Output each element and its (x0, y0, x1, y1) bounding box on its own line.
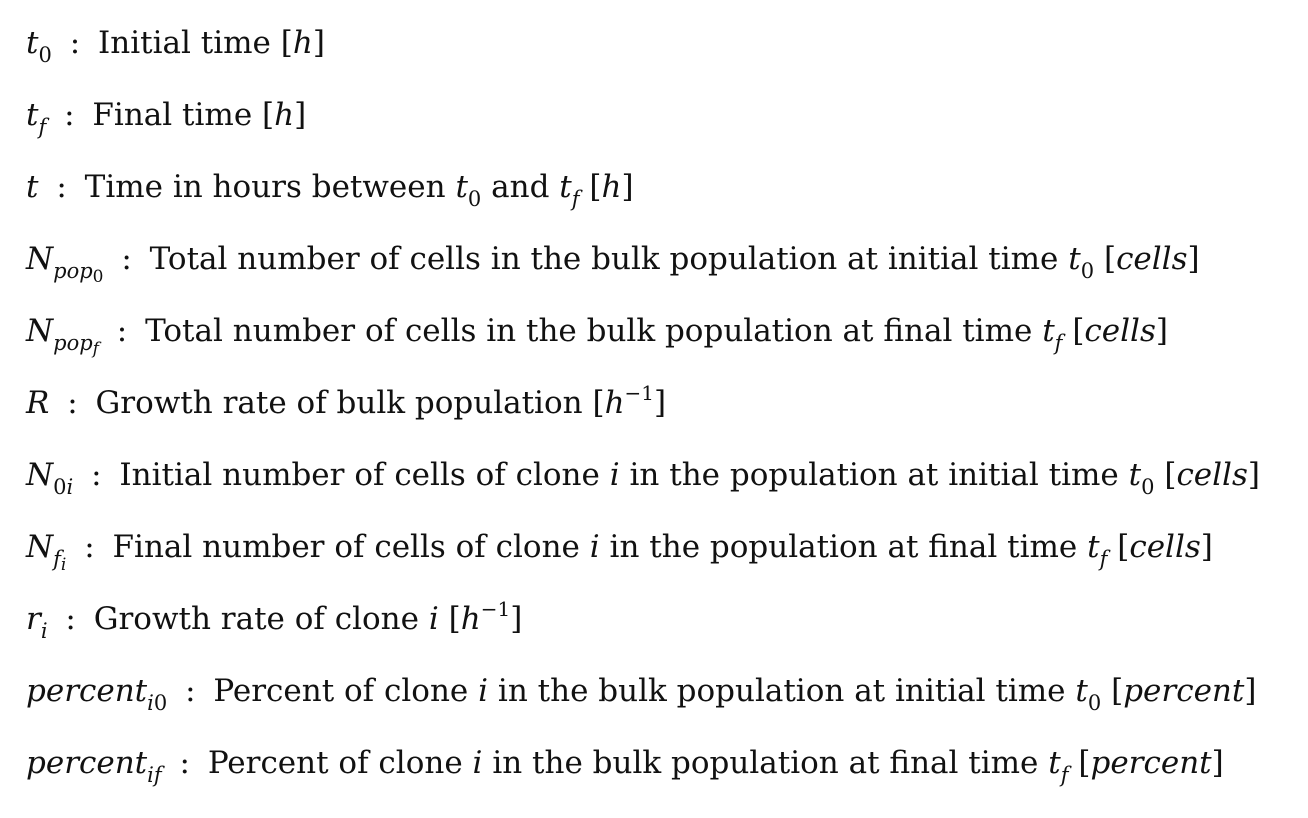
unit-close-bracket: ] (1187, 241, 1200, 277)
separator: : (74, 529, 95, 565)
separator: : (54, 97, 75, 133)
unit-open-bracket: [ (592, 385, 605, 421)
unit-open-bracket: [ (1117, 529, 1130, 565)
unit-exponent: −1 (624, 381, 655, 405)
definition-ri (26, 594, 522, 644)
ref-subscript: 0 (1087, 691, 1102, 715)
separator: : (81, 457, 102, 493)
separator: : (57, 385, 78, 421)
unit-open-bracket: [ (280, 25, 293, 61)
symbol-subscript: i (147, 763, 154, 787)
unit: cells (1129, 529, 1201, 565)
unit-open-bracket: [ (1111, 673, 1124, 709)
description-part2: in the bulk population at final time (492, 745, 1039, 781)
unit: cells (1084, 313, 1156, 349)
separator: : (46, 169, 67, 205)
description-part2: in the bulk population at initial time (497, 673, 1066, 709)
unit-open-bracket: [ (262, 97, 275, 133)
ref-subscript: 0 (467, 187, 482, 211)
unit: percent (1123, 673, 1245, 709)
unit-close-bracket: ] (312, 25, 325, 61)
definition-tf (26, 90, 306, 140)
description-part2: in the population at initial time (629, 457, 1119, 493)
unit-open-bracket: [ (589, 169, 602, 205)
separator: : (55, 601, 76, 637)
symbol: r (26, 601, 41, 637)
separator: : (175, 673, 196, 709)
symbol-subsubscript: 0 (92, 267, 104, 287)
unit-close-bracket: ] (654, 385, 667, 421)
description: Total number of cells in the bulk population at initial time (149, 241, 1059, 277)
unit-exponent: −1 (480, 597, 511, 621)
ref-subscript: f (1060, 763, 1069, 787)
separator: : (169, 745, 190, 781)
clone-symbol: i (472, 745, 483, 781)
description: Growth rate of bulk population (95, 385, 583, 421)
symbol-subscript: pop (53, 331, 93, 355)
symbol: t (26, 25, 39, 61)
unit: h (274, 97, 295, 133)
description-part1: Growth rate of clone (93, 601, 419, 637)
unit-base: h (460, 601, 481, 637)
definition-n0i (26, 450, 1260, 500)
unit-base: h (604, 385, 625, 421)
definition-npop0 (26, 234, 1200, 287)
symbol: percent (26, 745, 148, 781)
ref-symbol: t (1042, 313, 1055, 349)
symbol: percent (26, 673, 148, 709)
ref-symbol: t (1075, 673, 1088, 709)
unit-close-bracket: ] (621, 169, 634, 205)
description-part1: Percent of clone (207, 745, 463, 781)
description-part1: Final number of cells of clone (112, 529, 580, 565)
unit-close-bracket: ] (1244, 673, 1257, 709)
description: Time in hours between (84, 169, 446, 205)
unit-close-bracket: ] (294, 97, 307, 133)
symbol-subsubscript: f (92, 339, 99, 359)
unit-close-bracket: ] (510, 601, 523, 637)
symbol: N (26, 529, 54, 565)
ref-symbol: t (1048, 745, 1061, 781)
ref-symbol: t (1068, 241, 1081, 277)
ref-subscript: f (571, 187, 580, 211)
ref-subscript: 0 (1080, 259, 1095, 283)
symbol-subscript: i (40, 619, 48, 643)
separator: : (111, 241, 132, 277)
definition-r-bulk (26, 378, 666, 428)
symbol-subsubscript: i (60, 555, 67, 575)
unit-open-bracket: [ (1078, 745, 1091, 781)
symbol-subscript: i (147, 691, 154, 715)
unit: h (292, 25, 313, 61)
description-part2: in the population at final time (609, 529, 1078, 565)
ref-subscript: f (1099, 547, 1108, 571)
clone-symbol: i (589, 529, 600, 565)
symbol: t (26, 97, 39, 133)
ref-symbol: t (559, 169, 572, 205)
unit-open-bracket: [ (448, 601, 461, 637)
symbol-subscript: f (53, 547, 61, 571)
unit-close-bracket: ] (1155, 313, 1168, 349)
definition-npopf (26, 306, 1168, 359)
unit-close-bracket: ] (1200, 529, 1213, 565)
definition-percent-if (26, 738, 1224, 788)
unit: h (601, 169, 622, 205)
clone-symbol: i (609, 457, 620, 493)
definition-percent-i0 (26, 666, 1256, 716)
unit: cells (1116, 241, 1188, 277)
ref-symbol: t (455, 169, 468, 205)
unit-open-bracket: [ (1072, 313, 1085, 349)
definition-nfi (26, 522, 1213, 575)
symbol-subscript: i (66, 475, 74, 499)
symbol-subscript: f (38, 115, 47, 139)
conjunction: and (491, 169, 550, 205)
definition-t (26, 162, 634, 212)
ref-subscript: 0 (1141, 475, 1155, 499)
symbol: N (26, 241, 54, 277)
description: Final time (92, 97, 253, 133)
separator: : (106, 313, 128, 349)
unit-open-bracket: [ (1103, 241, 1117, 277)
ref-symbol: t (1128, 457, 1142, 493)
separator: : (59, 25, 81, 61)
symbol: N (26, 313, 54, 349)
description: Initial time (98, 25, 271, 61)
symbol: t (26, 169, 39, 205)
description: Total number of cells in the bulk population at final time (145, 313, 1033, 349)
unit: cells (1176, 457, 1248, 493)
symbol: R (26, 385, 50, 421)
unit: percent (1090, 745, 1212, 781)
unit-close-bracket: ] (1247, 457, 1260, 493)
symbol-subscript-upright: 0 (53, 475, 67, 499)
clone-symbol: i (478, 673, 489, 709)
description-part1: Initial number of cells of clone (119, 457, 600, 493)
symbol-subsubscript: f (153, 763, 162, 787)
symbol-subscript: pop (53, 259, 93, 283)
clone-symbol: i (428, 601, 439, 637)
ref-symbol: t (1087, 529, 1100, 565)
definition-t0 (26, 18, 325, 68)
unit-open-bracket: [ (1164, 457, 1177, 493)
symbol-subscript: 0 (38, 43, 52, 67)
unit-close-bracket: ] (1211, 745, 1224, 781)
symbol: N (26, 457, 54, 493)
ref-subscript: f (1054, 331, 1063, 355)
symbol-subsubscript: 0 (153, 691, 168, 715)
description-part1: Percent of clone (213, 673, 469, 709)
